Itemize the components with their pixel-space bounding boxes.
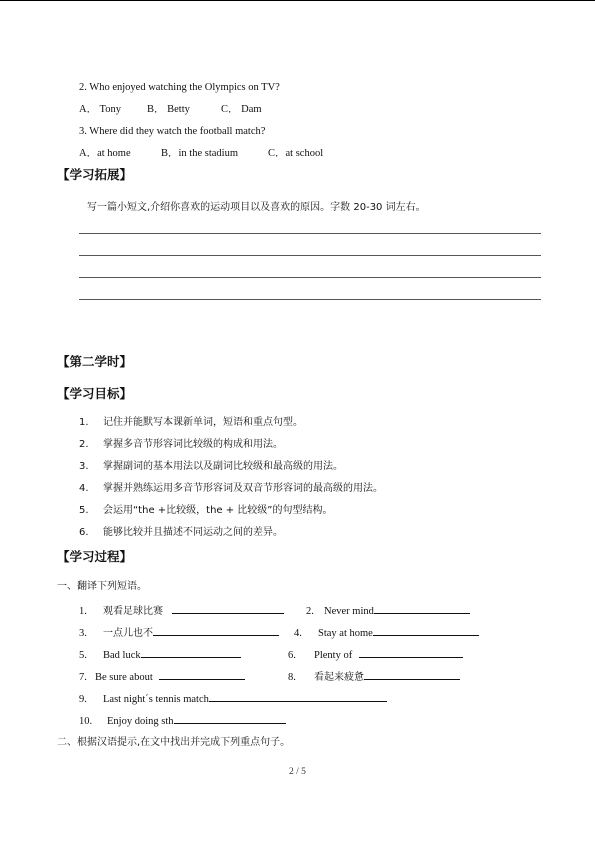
q3-option-a: A．at home (79, 148, 131, 159)
q2-option-c: C． Dam (221, 104, 262, 115)
writing-line-3 (79, 277, 541, 278)
goal-item: 1. 记住并能默写本课新单词，短语和重点句型。 (79, 417, 303, 428)
answer-blank[interactable] (374, 602, 470, 614)
answer-blank[interactable] (209, 690, 387, 702)
answer-blank[interactable] (172, 602, 284, 614)
goal-item: 4. 掌握并熟练运用多音节形容词及双音节形容词的最高级的用法。 (79, 483, 383, 494)
section-process-title: 【学习过程】 (57, 549, 133, 564)
part-2-heading: 二、根据汉语提示,在文中找出并完成下列重点句子。 (57, 737, 291, 748)
goal-item: 2. 掌握多音节形容词比较级的构成和用法。 (79, 439, 283, 450)
q3-option-b: B．in the stadium (161, 148, 238, 159)
answer-blank[interactable] (159, 668, 245, 680)
writing-line-1 (79, 233, 541, 234)
goal-item: 3. 掌握副词的基本用法以及副词比较级和最高级的用法。 (79, 461, 343, 472)
header-rule (0, 0, 595, 1)
answer-blank[interactable] (174, 712, 286, 724)
phrase-item: 8. 看起来疲惫 (288, 668, 460, 685)
phrase-item: 1. 观看足球比赛 (79, 602, 284, 619)
q2-option-b: B． Betty (147, 104, 190, 115)
phrase-item: 3. 一点儿也不 (79, 624, 279, 641)
phrase-item: 2. Never mind (306, 602, 470, 619)
section-extend-title: 【学习拓展】 (57, 167, 133, 182)
answer-blank[interactable] (359, 646, 463, 658)
question-2: 2. Who enjoyed watching the Olympics on TV? (79, 82, 280, 93)
writing-line-2 (79, 255, 541, 256)
question-3: 3. Where did they watch the football match? (79, 126, 266, 137)
page-number: 2 / 5 (289, 767, 306, 777)
phrase-item: 6. Plenty of (288, 646, 463, 663)
q3-option-c: C．at school (268, 148, 324, 159)
section-period2-title: 【第二学时】 (57, 354, 133, 369)
phrase-item: 5. Bad luck (79, 646, 241, 663)
phrase-item: 4. Stay at home (294, 624, 479, 641)
writing-line-4 (79, 299, 541, 300)
phrase-item: 9. Last night΄s tennis match (79, 690, 387, 707)
section-extend-instruction: 写一篇小短文,介绍你喜欢的运动项目以及喜欢的原因。字数 20-30 词左右。 (87, 202, 426, 213)
answer-blank[interactable] (141, 646, 241, 658)
goal-item: 5. 会运用“the +比较级，the + 比较级”的句型结构。 (79, 505, 333, 516)
phrase-item: 10. Enjoy doing sth (79, 712, 286, 729)
section-goals-title: 【学习目标】 (57, 386, 133, 401)
q2-option-a: A． Tony (79, 104, 121, 115)
answer-blank[interactable] (364, 668, 460, 680)
goal-item: 6. 能够比较并且描述不同运动之间的差异。 (79, 527, 283, 538)
answer-blank[interactable] (373, 624, 479, 636)
phrase-item: 7. Be sure about (79, 668, 245, 685)
answer-blank[interactable] (153, 624, 279, 636)
part-1-heading: 一、翻译下列短语。 (57, 581, 147, 592)
